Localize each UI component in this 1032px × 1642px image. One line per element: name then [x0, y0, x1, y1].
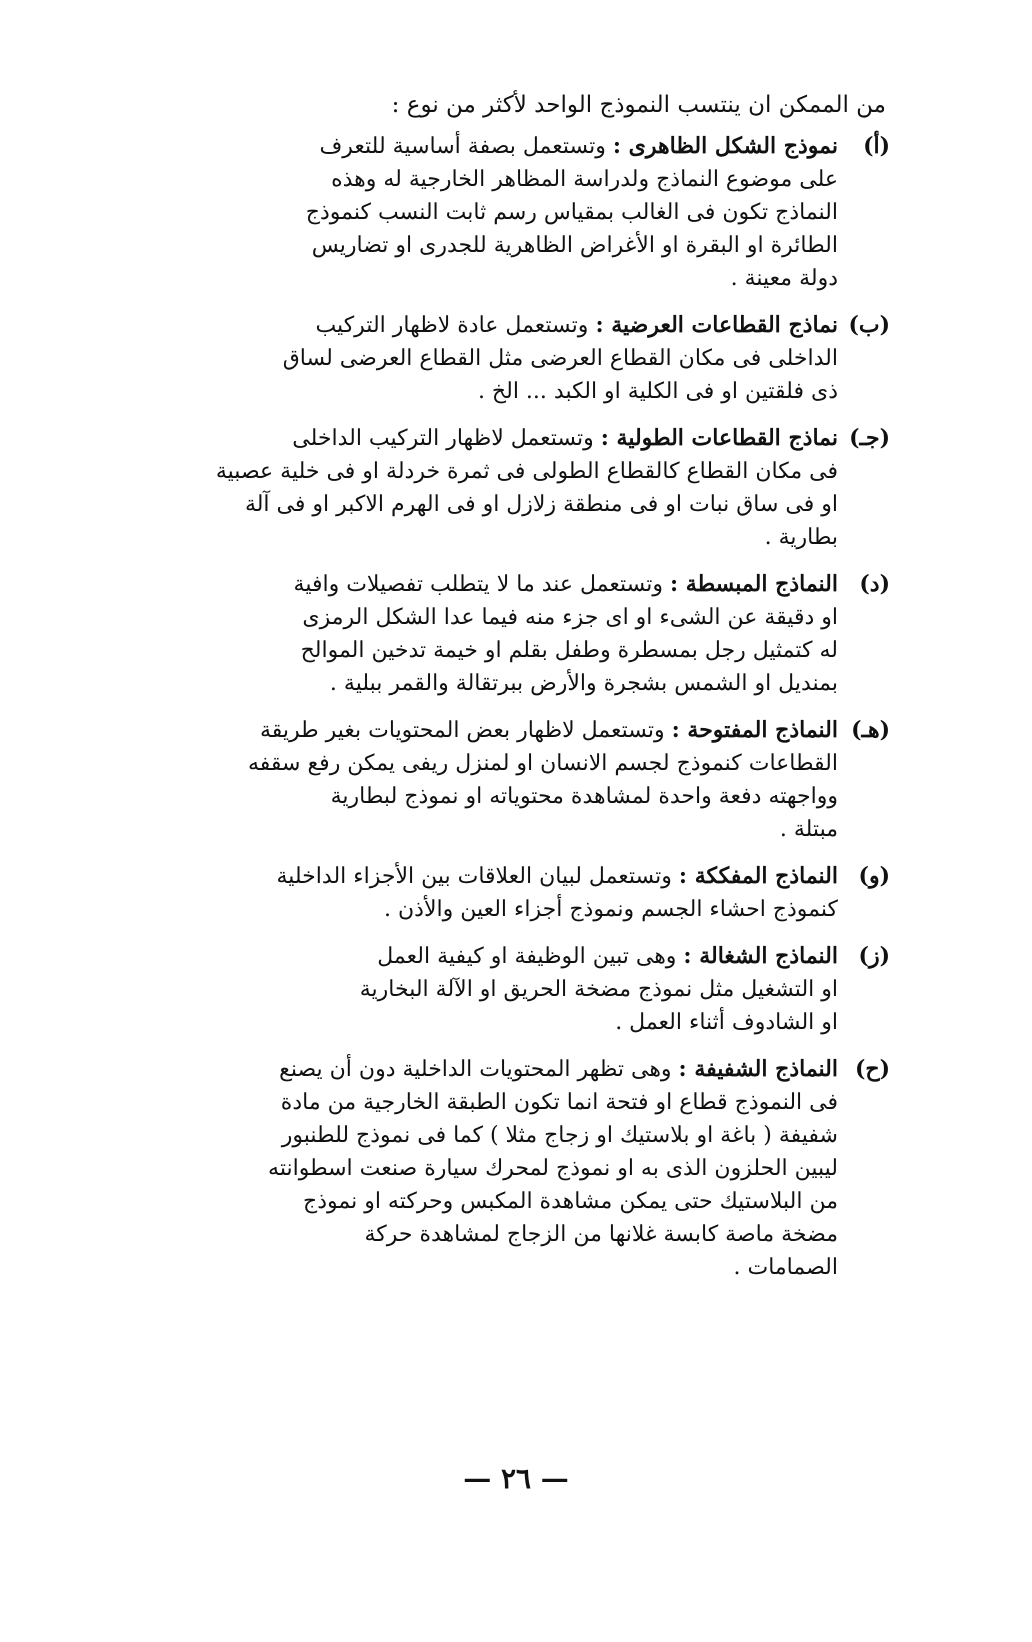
item-marker: (أ)	[863, 133, 890, 159]
item-first-line	[130, 940, 838, 973]
page-number: — ٢٦ —	[463, 1462, 569, 1495]
item-marker: (هـ)	[851, 717, 890, 743]
list-item	[130, 1053, 890, 1284]
item-term: نماذج القطاعات الطولية :	[600, 425, 838, 451]
item-marker: (جـ)	[849, 425, 890, 451]
list-item	[130, 309, 890, 408]
item-text-line: فى النموذج قطاع او فتحة انما تكون الطبقة الخارجية من مادة	[280, 1090, 838, 1115]
item-description: وتستعمل عند ما لا يتطلب تفصيلات وافية	[293, 572, 664, 597]
item-text-line: ليبين الحلزون الذى به او نموذج لمحرك سيارة صنعت اسطوانته	[268, 1156, 838, 1181]
item-text-line: الطائرة او البقرة او الأغراض الظاهرية للجدرى او تضاريس	[311, 233, 838, 258]
item-text-line: الصمامات .	[733, 1255, 838, 1280]
item-marker: (ح)	[854, 1056, 890, 1082]
item-first-line	[130, 309, 838, 342]
item-text-line: او دقيقة عن الشىء او اى جزء منه فيما عدا الشكل الرمزى	[302, 605, 838, 630]
item-description: وتستعمل لبيان العلاقات بين الأجزاء الداخلية	[276, 864, 672, 889]
item-term: النماذج الشفيفة :	[678, 1056, 838, 1082]
item-text-line: فى مكان القطاع كالقطاع الطولى فى ثمرة خردلة او فى خلية عصبية	[215, 459, 838, 484]
item-marker: (و)	[858, 863, 890, 889]
list-item	[130, 940, 890, 1039]
item-first-line	[130, 714, 838, 747]
item-text-line: دولة معينة .	[730, 266, 838, 291]
item-text-line: بمنديل او الشمس بشجرة والأرض ببرتقالة والقمر ببلية .	[329, 671, 838, 696]
item-marker: (ز)	[858, 943, 890, 969]
item-term: النماذج المفتوحة :	[671, 717, 838, 743]
item-term: النماذج المبسطة :	[670, 571, 838, 597]
item-text-line: او التشغيل مثل نموذج مضخة الحريق او الآلة البخارية	[359, 977, 838, 1002]
item-first-line	[130, 130, 838, 163]
item-text-line: مضخة ماصة كابسة غلانها من الزجاج لمشاهدة حركة	[364, 1222, 838, 1247]
item-body	[130, 714, 838, 846]
model-types-list	[130, 130, 890, 1284]
item-text-line: على موضوع النماذج ولدراسة المظاهر الخارجية له وهذه	[331, 167, 838, 192]
item-term: نموذج الشكل الظاهرى :	[612, 133, 838, 159]
item-text-line: الداخلى فى مكان القطاع العرضى مثل القطاع العرضى لساق	[282, 346, 838, 371]
item-text-line: او فى ساق نبات او فى منطقة زلازل او فى الهرم الاكبر او فى آلة	[244, 492, 838, 517]
item-text-line: القطاعات كنموذج لجسم الانسان او لمنزل ريفى يمكن رفع سقفه	[247, 751, 838, 776]
item-body	[130, 940, 838, 1039]
item-text-line: مبتلة .	[779, 817, 838, 842]
item-body	[130, 1053, 838, 1284]
item-body	[130, 422, 838, 554]
item-body	[130, 130, 838, 295]
list-item	[130, 714, 890, 846]
item-text-line: النماذج تكون فى الغالب بمقياس رسم ثابت النسب كنموذج	[305, 200, 838, 225]
item-description: وتستعمل لاظهار التركيب الداخلى	[292, 426, 594, 451]
item-body	[130, 860, 838, 926]
item-text-line: بطارية .	[764, 525, 838, 550]
item-marker: (د)	[859, 571, 890, 597]
page-body	[130, 88, 890, 1298]
item-text-line: او الشادوف أثناء العمل .	[615, 1010, 838, 1035]
item-first-line	[130, 1053, 838, 1086]
list-item	[130, 130, 890, 295]
item-body	[130, 309, 838, 408]
item-term: النماذج الشغالة :	[683, 943, 838, 969]
item-first-line	[130, 422, 838, 455]
item-text-line: وواجهته دفعة واحدة لمشاهدة محتوياته او نموذج لبطارية	[330, 784, 838, 809]
list-item	[130, 422, 890, 554]
intro-text: من الممكن ان ينتسب النموذج الواحد لأكثر من نوع :	[391, 92, 886, 118]
item-term: النماذج المفككة :	[678, 863, 838, 889]
item-first-line	[130, 568, 838, 601]
item-text-line: ذى فلقتين او فى الكلية او الكبد ... الخ .	[477, 379, 838, 404]
item-text-line: من البلاستيك حتى يمكن مشاهدة المكبس وحركته او نموذج	[303, 1189, 838, 1214]
item-body	[130, 568, 838, 700]
item-text-line: كنموذج احشاء الجسم ونموذج أجزاء العين والأذن .	[384, 897, 838, 922]
item-description: وتستعمل لاظهار بعض المحتويات بغير طريقة	[259, 718, 665, 743]
item-description: وتستعمل عادة لاظهار التركيب	[315, 313, 589, 338]
item-first-line	[130, 860, 838, 893]
item-description: وتستعمل بصفة أساسية للتعرف	[319, 134, 606, 159]
item-description: وهى تبين الوظيفة او كيفية العمل	[377, 944, 677, 969]
item-term: نماذج القطاعات العرضية :	[595, 312, 838, 338]
item-marker: (ب)	[848, 312, 890, 338]
item-description: وهى تظهر المحتويات الداخلية دون أن يصنع	[279, 1057, 672, 1082]
list-item	[130, 568, 890, 700]
list-item	[130, 860, 890, 926]
item-text-line: شفيفة ( باغة او بلاستيك او زجاج مثلا ) كما فى نموذج للطنبور	[281, 1123, 838, 1148]
item-text-line: له كتمثيل رجل بمسطرة وطفل بقلم او خيمة تدخين الموالح	[300, 638, 838, 663]
